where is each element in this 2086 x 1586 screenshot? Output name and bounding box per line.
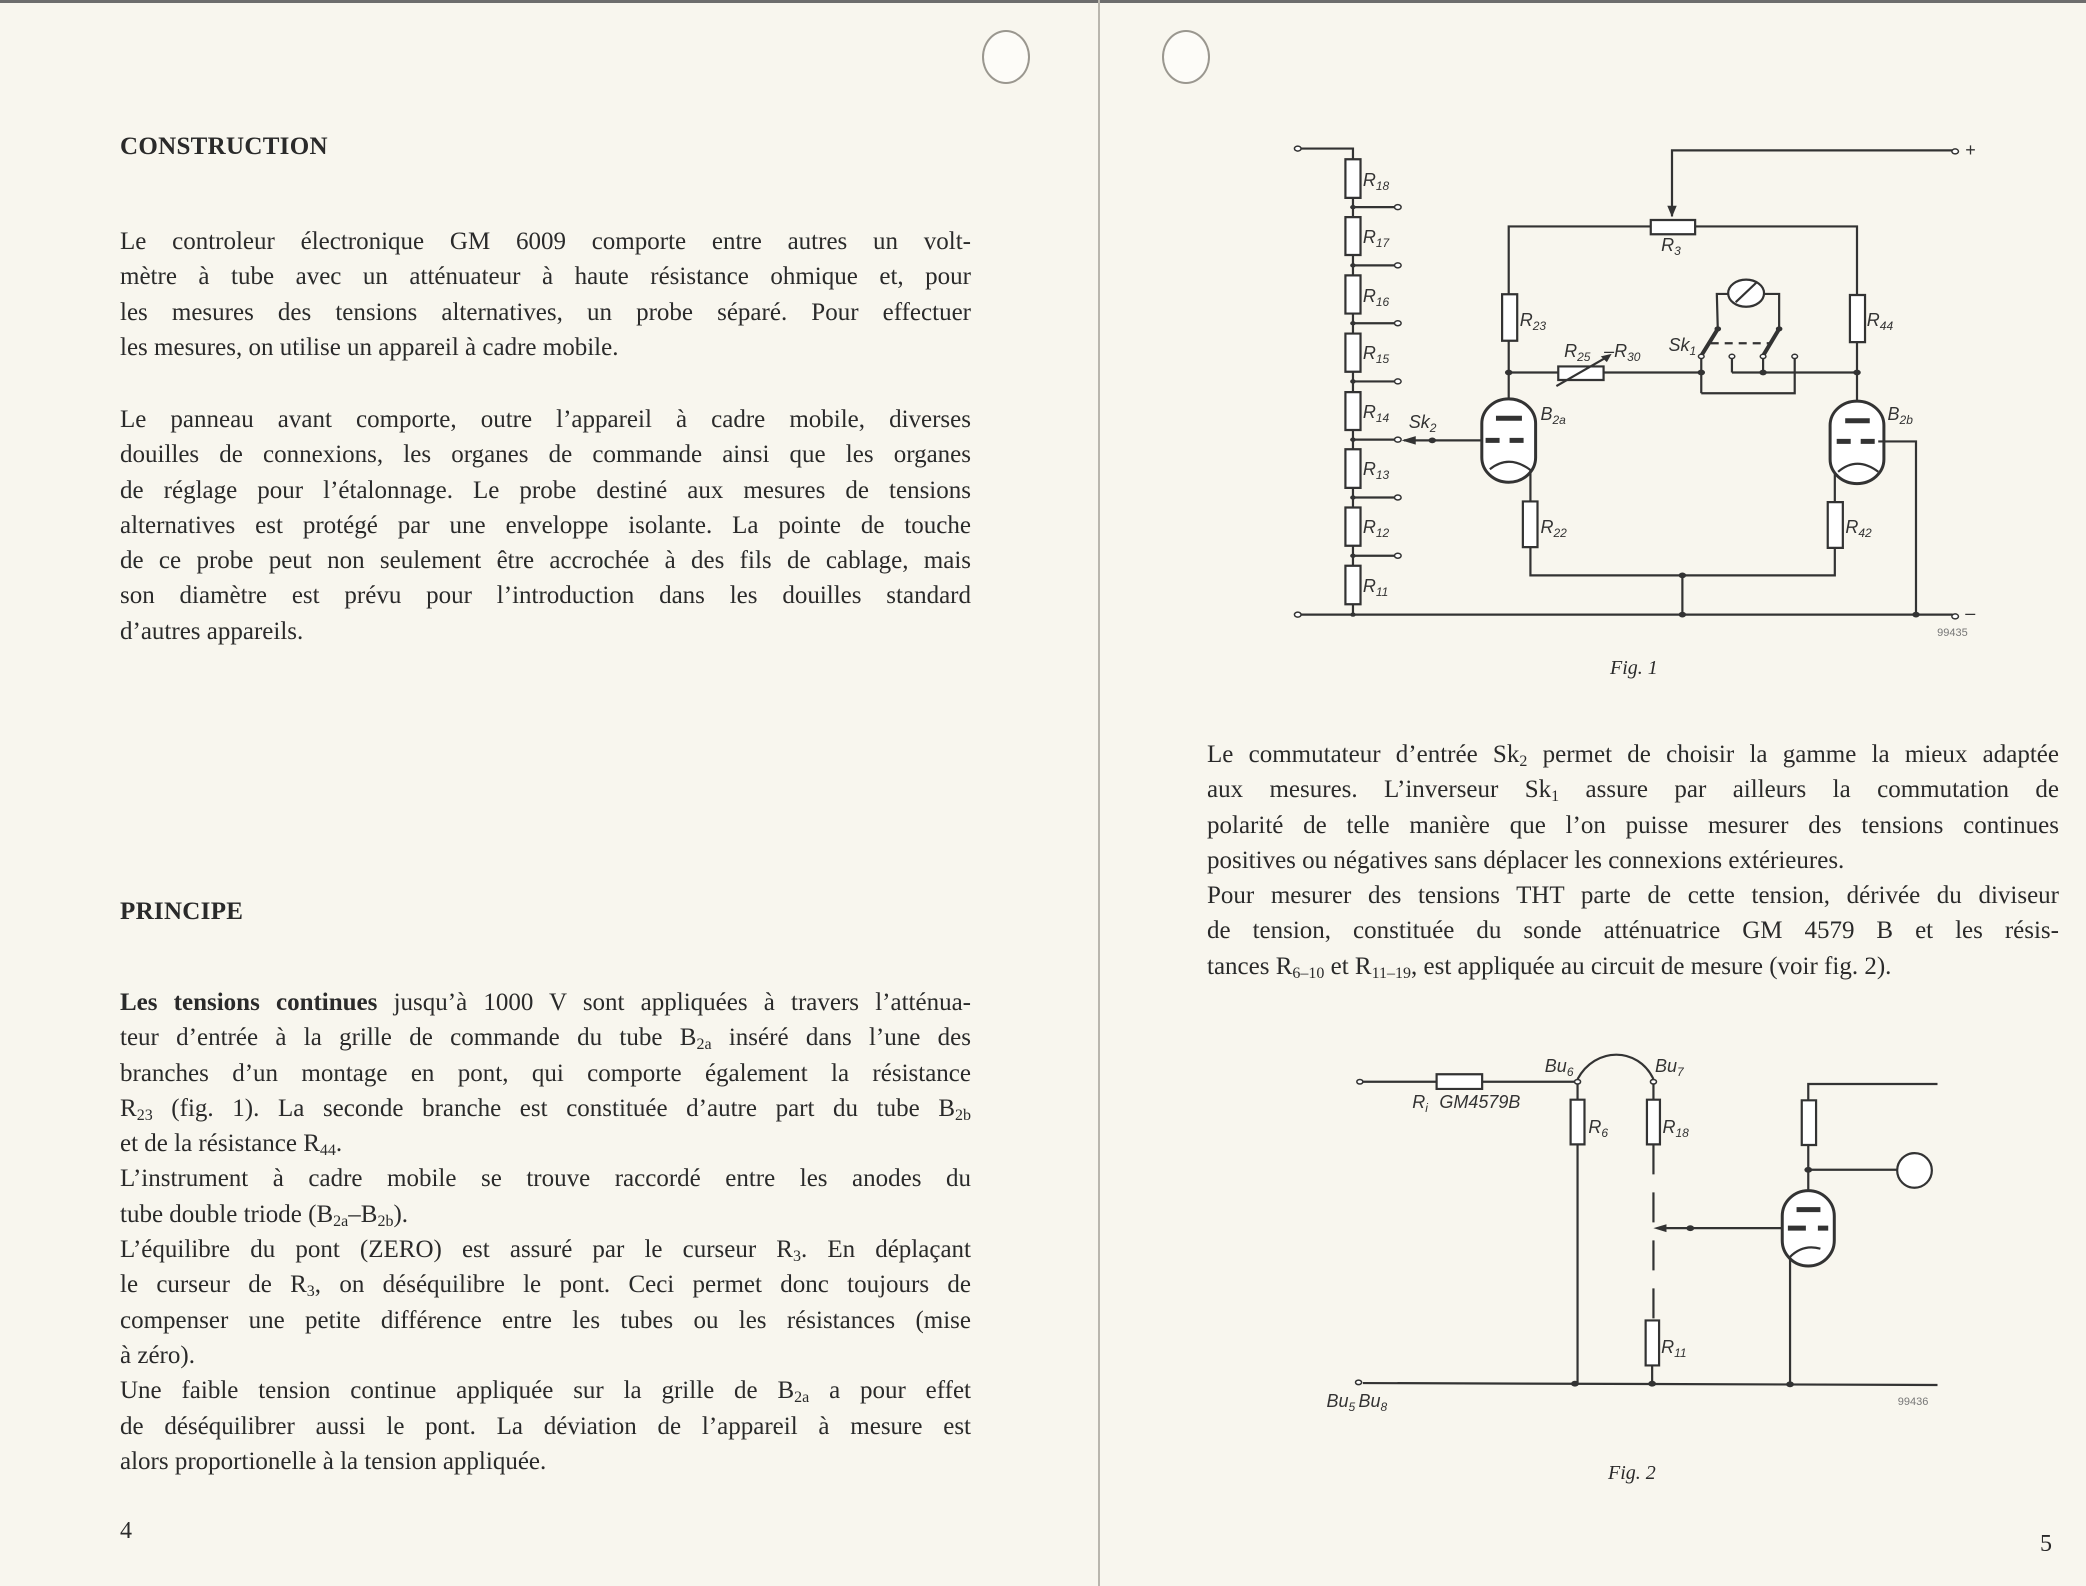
text-line (120, 1338, 971, 1373)
label-subscript: 8 (1380, 1400, 1388, 1414)
label-r25 (1564, 341, 1590, 362)
label-r14 (1363, 402, 1389, 423)
text-line (120, 985, 971, 1020)
label-text: R (1362, 401, 1376, 422)
text-run: à zéro). (120, 1341, 195, 1369)
label-text: R (1362, 343, 1376, 364)
text-run: les mesures des tensions alternatives, un probe séparé. Pour effectuer (120, 298, 971, 326)
label-text: Bu (1654, 1055, 1677, 1076)
text-run: de ce probe peut non seulement être accrochée à des fils de cablage, mais (120, 547, 971, 575)
label-text: B (1540, 404, 1553, 425)
text-run: Le controleur électronique GM 6009 comporte entre autres un volt- (120, 228, 971, 255)
page-top-edge (0, 0, 2086, 3)
label-subscript: 1 (1689, 344, 1697, 359)
text-run: Le commutateur d’entrée Sk (1207, 741, 1520, 768)
text-line (120, 224, 971, 259)
text-run: –B (348, 1200, 378, 1228)
text-line (120, 1020, 971, 1055)
label-text: R (1362, 575, 1376, 596)
label-text: R (1662, 1116, 1676, 1137)
binding-hole (982, 30, 1030, 84)
text-line (120, 1126, 971, 1161)
label-r16 (1363, 286, 1389, 307)
label-subscript: 7 (1676, 1064, 1684, 1079)
text-run: et de la résistance R (120, 1130, 320, 1158)
label-text: R (1362, 517, 1376, 538)
subscript: 2a (696, 1036, 712, 1054)
text-run: tances R (1207, 952, 1293, 980)
heading-principe: PRINCIPE (120, 898, 244, 925)
label-text: Sk (1668, 335, 1690, 356)
page-number-right: 5 (2040, 1531, 2052, 1557)
text-line (120, 1373, 971, 1408)
text-line (120, 508, 971, 543)
label-text: R (1362, 458, 1376, 479)
text-run: et R (1324, 952, 1372, 980)
paragraph-right (1207, 737, 2059, 984)
text-line (120, 1197, 971, 1232)
subscript: 2a (333, 1212, 349, 1230)
label-r12 (1362, 517, 1390, 541)
figure-code: 99436 (1897, 1395, 1929, 1408)
label-r42 (1845, 517, 1872, 541)
figure-1-caption: Fig. 1 (1610, 657, 1658, 679)
text-run: compenser une petite différence entre les tubes ou les résistances (mise (120, 1306, 971, 1334)
label-subscript: 2a (1552, 413, 1566, 428)
paragraph-construction-1 (120, 224, 971, 365)
text-run: polarité de telle manière que l’on puisse mesurer des tensions continues (1207, 811, 2059, 839)
subscript: 6–10 (1292, 964, 1325, 982)
text-run: L’instrument à cadre mobile se trouve raccordé entre les anodes du (120, 1165, 971, 1193)
heading-construction: CONSTRUCTION (120, 133, 328, 160)
label-plus-terminal (1965, 140, 1976, 161)
label-subscript: 6 (1601, 1125, 1608, 1140)
text-line (1207, 737, 2059, 772)
label-subscript: 25 (1577, 349, 1591, 364)
text-run: d’autres appareils. (120, 617, 304, 645)
label-text: B (1887, 404, 1900, 425)
text-run: Pour mesurer des tensions THT parte de cette tension, dérivée du diviseur (1207, 882, 2059, 910)
text-line (120, 543, 971, 578)
label-subscript: 6 (1566, 1064, 1574, 1079)
label-text: R (1362, 285, 1376, 306)
text-line (120, 1232, 971, 1267)
text-run: permet de choisir la gamme la mieux adaptée (1527, 741, 2059, 768)
label-r3 (1661, 235, 1681, 259)
text-run: . (335, 1130, 343, 1158)
label-subscript: i (1425, 1100, 1428, 1115)
label-text: R (1519, 310, 1533, 331)
text-run: positives ou négatives sans déplacer les connexions extérieures. (1207, 846, 1845, 874)
text-run: , est appliquée au circuit de mesure (voir fig. 2). (1411, 952, 1892, 980)
text-run: douilles de connexions, les organes de commande ainsi que les organes (120, 441, 971, 469)
text-line (120, 330, 971, 365)
paragraph-principe (120, 985, 971, 1479)
paragraph-construction-2 (120, 402, 971, 649)
text-run: aux mesures. L’inverseur Sk (1207, 776, 1552, 804)
subscript: 2 (1519, 753, 1528, 770)
text-run: ). (393, 1200, 409, 1228)
label-subscript: 13 (1375, 467, 1390, 482)
label-r44 (1866, 310, 1894, 334)
text-run: alternatives est protégé par une enveloppe isolante. La pointe de touche (120, 511, 971, 539)
subscript: 44 (319, 1142, 336, 1160)
subscript: 2b (377, 1212, 394, 1230)
label-subscript: 14 (1375, 410, 1390, 425)
page-fold (1098, 0, 1100, 1586)
label-subscript: 2b (1899, 413, 1913, 428)
label-text: –R (1604, 340, 1628, 361)
figure-code: 99435 (1937, 627, 1968, 640)
subscript: 11–19 (1371, 964, 1412, 982)
label-text: R (1564, 340, 1578, 361)
text-run: de déséquilibrer aussi le pont. La déviation de l’appareil à mesure est (120, 1412, 971, 1440)
text-line (1207, 878, 2059, 913)
text-line (120, 259, 971, 294)
text-run: Le panneau avant comporte, outre l’appareil à cadre mobile, diverses (120, 406, 971, 433)
text-line (120, 1303, 971, 1338)
text-run: L’équilibre du pont (ZERO) est assuré par le curseur R (120, 1236, 793, 1264)
label-gm4579b (1439, 1092, 1520, 1113)
text-line (120, 1161, 971, 1196)
label-subscript: 30 (1627, 349, 1641, 364)
text-run: . En déplaçant (800, 1236, 971, 1264)
circuit-diagram-fig2 (1300, 1040, 1980, 1490)
label-r11 (1363, 576, 1388, 597)
label-minus-terminal (1965, 603, 1975, 624)
label-subscript: 5 (1348, 1400, 1356, 1414)
label-r22 (1540, 517, 1567, 541)
text-line (120, 1267, 971, 1302)
figure-2-circuit (1300, 1040, 1980, 1490)
subscript: 1 (1551, 788, 1560, 806)
text-run: les mesures, on utilise un appareil à cadre mobile. (120, 333, 619, 361)
figure-2-caption: Fig. 2 (1608, 1462, 1656, 1484)
label-r17 (1363, 227, 1389, 248)
figure-1-circuit (1260, 120, 2000, 680)
label-text: – (1965, 603, 1976, 624)
label-bu6 (1545, 1056, 1574, 1077)
subscript: 23 (136, 1106, 153, 1124)
text-line (1207, 949, 2059, 984)
bold-run: Les tensions continues (120, 989, 378, 1016)
meter-icon (1897, 1153, 1932, 1188)
label-text: Bu (1544, 1055, 1567, 1076)
text-line (1207, 772, 2059, 807)
text-line (1207, 913, 2059, 948)
label-text: R (1412, 1091, 1426, 1112)
label-r15 (1362, 343, 1390, 367)
label-subscript: 15 (1375, 352, 1390, 367)
label-r18 (1662, 1117, 1688, 1138)
text-line (120, 295, 971, 330)
text-run: tube double triode (B (120, 1200, 334, 1228)
label-text: R (1866, 310, 1880, 331)
label-subscript: 18 (1375, 178, 1390, 193)
label-sk1 (1668, 335, 1697, 359)
text-run: inséré dans l’une des (711, 1024, 971, 1052)
text-run: le curseur de R (120, 1271, 307, 1299)
label-bu5 (1327, 1391, 1356, 1412)
text-run: Une faible tension continue appliquée sur la grille de B (120, 1377, 795, 1405)
text-run: son diamètre est prévu pour l’introduction dans les douilles standard (120, 582, 971, 610)
text-line (120, 1409, 971, 1444)
label-sk2 (1408, 412, 1437, 436)
text-line (120, 578, 971, 613)
text-line (1207, 808, 2059, 843)
label-subscript: 18 (1675, 1125, 1689, 1140)
label-b2a (1540, 404, 1566, 428)
text-line (120, 437, 971, 472)
text-run: , on déséquilibre le pont. Ceci permet donc toujours de (314, 1271, 971, 1299)
label-subscript: 11 (1674, 1346, 1687, 1360)
label-ri (1412, 1092, 1428, 1113)
label-r6 (1588, 1117, 1608, 1138)
label-text: Bu (1358, 1391, 1381, 1411)
label-bu7 (1655, 1056, 1684, 1077)
label-text: R (1362, 169, 1376, 190)
text-run: de tension, constituée du sonde atténuatrice GM 4579 B et les résis- (1207, 917, 2059, 945)
text-line (120, 614, 971, 649)
label-subscript: 44 (1879, 319, 1894, 334)
label-text: R (1362, 226, 1376, 247)
subscript: 3 (792, 1248, 801, 1266)
label-r23 (1519, 310, 1547, 334)
label-text: R (1661, 235, 1675, 256)
text-run: branches d’un montage en pont, qui comporte également la résistance (120, 1059, 971, 1087)
text-run: a pour effet (809, 1377, 971, 1405)
label-subscript: 12 (1375, 526, 1390, 541)
label-bu8 (1358, 1391, 1387, 1412)
text-run: alors proportionelle à la tension appliquée. (120, 1447, 547, 1475)
label-b2b (1887, 404, 1913, 428)
label-r18 (1363, 170, 1389, 191)
text-run: de réglage pour l’étalonnage. Le probe destiné aux mesures de tensions (120, 476, 971, 504)
text-run: jusqu’à 1000 V sont appliquées à travers l’atténua- (377, 989, 971, 1016)
subscript: 2a (794, 1389, 810, 1407)
label-r11 (1661, 1337, 1686, 1358)
subscript: 3 (306, 1283, 315, 1301)
text-line (120, 402, 971, 437)
text-run: assure par ailleurs la commutation de (1559, 776, 2059, 804)
label-text: R (1540, 517, 1554, 538)
label-subscript: 11 (1375, 584, 1389, 599)
label-r30 (1604, 341, 1640, 362)
label-text: Sk (1408, 412, 1430, 433)
label-text: R (1588, 1116, 1602, 1137)
text-line (120, 1444, 971, 1479)
label-text: R (1845, 517, 1859, 538)
label-subscript: 3 (1674, 244, 1681, 259)
label-subscript: 16 (1375, 294, 1390, 309)
text-run: (fig. 1). La seconde branche est constituée d’autre part du tube B (152, 1094, 955, 1122)
label-text: GM4579B (1439, 1091, 1521, 1112)
subscript: 2b (955, 1106, 971, 1124)
label-subscript: 22 (1553, 526, 1567, 541)
label-subscript: 42 (1858, 526, 1872, 541)
page-number-left: 4 (120, 1518, 132, 1544)
text-run: R (120, 1094, 137, 1122)
binding-hole (1162, 30, 1210, 84)
label-r13 (1363, 459, 1389, 480)
label-text: + (1965, 140, 1976, 161)
label-subscript: 23 (1532, 319, 1547, 334)
text-line (1207, 843, 2059, 878)
label-subscript: 17 (1375, 235, 1390, 250)
label-text: R (1661, 1337, 1675, 1357)
text-run: mètre à tube avec un atténuateur à haute résistance ohmique et, pour (120, 263, 971, 291)
label-text: Bu (1326, 1391, 1349, 1411)
text-line (120, 473, 971, 508)
text-line (120, 1091, 971, 1126)
text-run: teur d’entrée à la grille de commande du tube B (120, 1024, 697, 1052)
label-subscript: 2 (1429, 421, 1437, 436)
text-line (120, 1056, 971, 1091)
